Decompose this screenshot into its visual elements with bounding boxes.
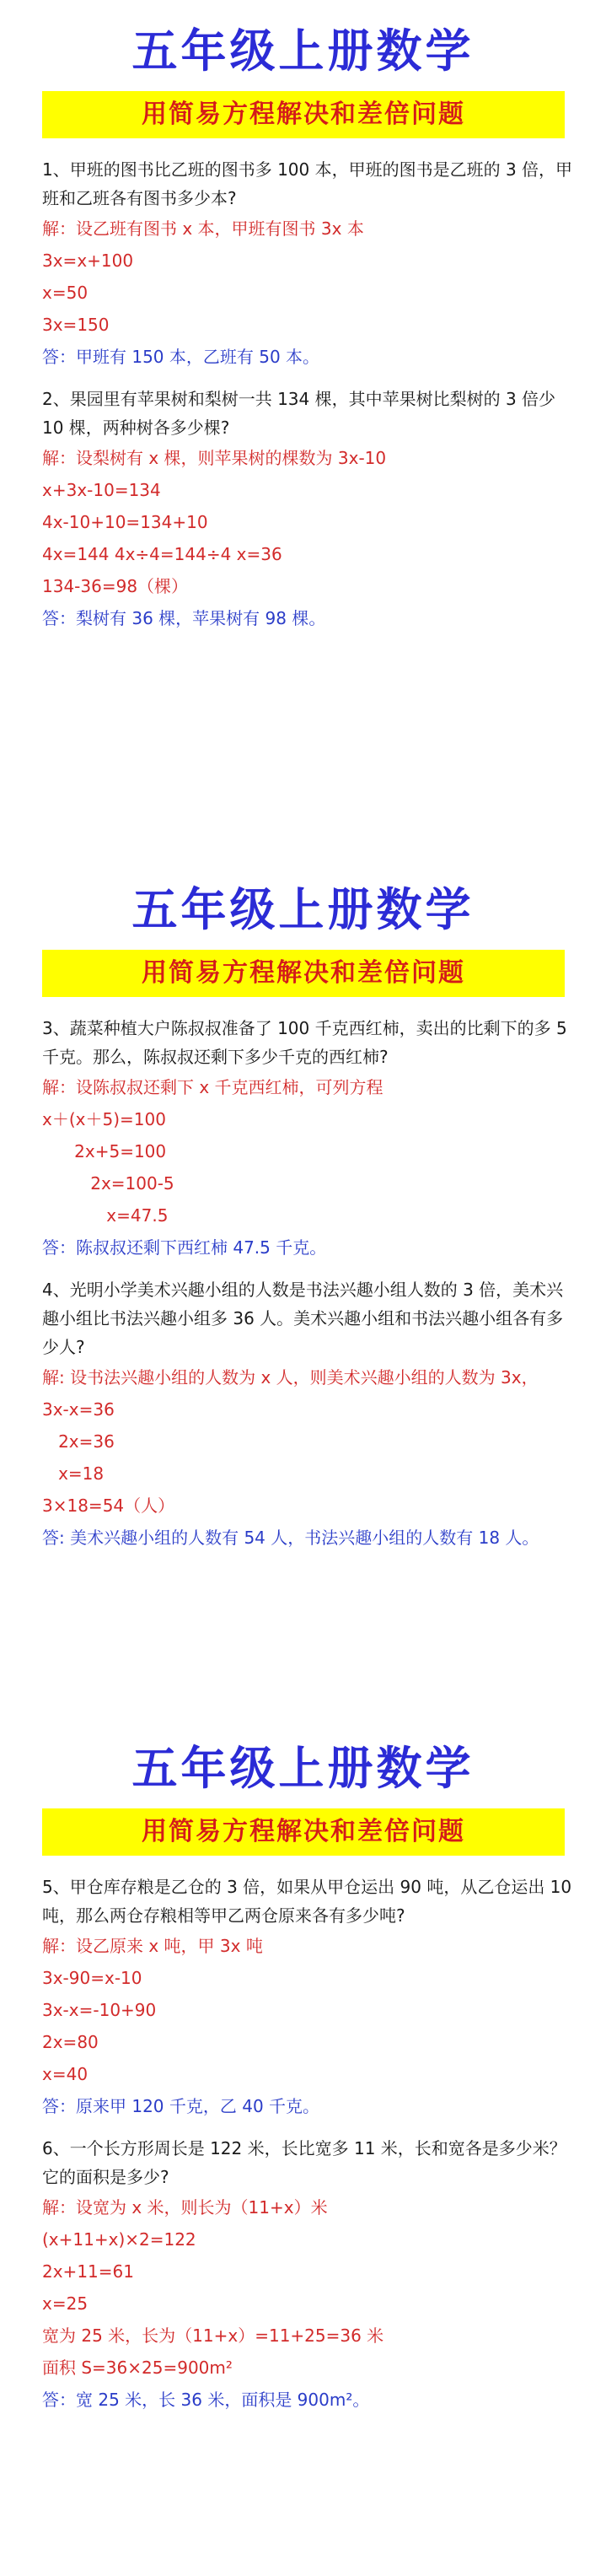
solution-line: 解：设乙班有图书 x 本，甲班有图书 3x 本 bbox=[42, 218, 364, 239]
solution-line: 解：设梨树有 x 棵，则苹果树的棵数为 3x-10 bbox=[42, 448, 387, 468]
solution-line: 2x=100-5 bbox=[42, 1173, 174, 1194]
solution-line: 3x=150 bbox=[42, 315, 110, 335]
solution-line: 134-36=98（棵） bbox=[42, 576, 189, 596]
solution-line: 2x+5=100 bbox=[42, 1141, 167, 1161]
solution-line: x＋(x＋5)=100 bbox=[42, 1109, 166, 1129]
problem-list bbox=[42, 155, 573, 634]
solution-line: 2x=36 bbox=[42, 1431, 115, 1452]
solution-line: 面积 S=36×25=900m² bbox=[42, 2358, 233, 2378]
question-text: 1、甲班的图书比乙班的图书多 100 本，甲班的图书是乙班的 3 倍，甲班和乙班各有图书多少本? bbox=[42, 159, 573, 208]
solution-line: 宽为 25 米，长为（11+x）=11+25=36 米 bbox=[42, 2325, 384, 2346]
answer-text: 答：宽 25 米，长 36 米，面积是 900m²。 bbox=[42, 2390, 370, 2410]
solution-line: x+3x-10=134 bbox=[42, 480, 161, 500]
page-2 bbox=[0, 859, 606, 1717]
solution-line: 4x-10+10=134+10 bbox=[42, 512, 208, 532]
solution-line: 解：设陈叔叔还剩下 x 千克西红柿，可列方程 bbox=[42, 1077, 383, 1097]
page-title: 五年级上册数学 bbox=[131, 1741, 475, 1795]
question-text: 4、光明小学美术兴趣小组的人数是书法兴趣小组人数的 3 倍，美术兴趣小组比书法兴趣小组多 36 人。美术兴趣小组和书法兴趣小组各有多少人? bbox=[42, 1280, 564, 1357]
problem-list bbox=[42, 1873, 573, 2416]
question-text: 6、一个长方形周长是 122 米，长比宽多 11 米，长和宽各是多少米？它的面积是多少? bbox=[42, 2138, 566, 2187]
solution-line: 3x-x=36 bbox=[42, 1399, 115, 1420]
solution-line: 4x=144 4x÷4=144÷4 x=36 bbox=[42, 544, 282, 564]
problem-5 bbox=[42, 1873, 573, 2122]
answer-text: 答：原来甲 120 千克，乙 40 千克。 bbox=[42, 2096, 320, 2116]
answer-text: 答：甲班有 150 本，乙班有 50 本。 bbox=[42, 347, 320, 367]
problem-6 bbox=[42, 2134, 573, 2416]
solution-line: 解：设乙原来 x 吨，甲 3x 吨 bbox=[42, 1936, 263, 1956]
solution-line: x=47.5 bbox=[42, 1205, 169, 1226]
solution-line: (x+11+x)×2=122 bbox=[42, 2229, 196, 2250]
question-text: 3、蔬菜种植大户陈叔叔准备了 100 千克西红柿，卖出的比剩下的多 5 千克。那么，陈叔叔还剩下多少千克的西红柿? bbox=[42, 1018, 567, 1067]
solution-line: 3x-90=x-10 bbox=[42, 1968, 142, 1988]
solution-line: x=40 bbox=[42, 2064, 88, 2084]
solution-line: x=50 bbox=[42, 283, 88, 303]
problem-2 bbox=[42, 385, 573, 634]
solution-line: 2x=80 bbox=[42, 2032, 99, 2052]
solution-line: 3x=x+100 bbox=[42, 251, 134, 271]
problem-3 bbox=[42, 1014, 573, 1264]
question-text: 5、甲仓库存粮是乙仓的 3 倍，如果从甲仓运出 90 吨，从乙仓运出 10 吨，那么两仓存粮相等甲乙两仓原来各有多少吨? bbox=[42, 1877, 572, 1926]
solution-line: 3x-x=-10+90 bbox=[42, 2000, 157, 2020]
solution-line: 3×18=54（人） bbox=[42, 1495, 175, 1516]
solution-line: 解：设宽为 x 米，则长为（11+x）米 bbox=[42, 2197, 328, 2218]
problem-1 bbox=[42, 155, 573, 373]
topic-banner: 用简易方程解决和差倍问题 bbox=[42, 950, 565, 997]
topic-banner: 用简易方程解决和差倍问题 bbox=[42, 1808, 565, 1856]
question-text: 2、果园里有苹果树和梨树一共 134 棵，其中苹果树比梨树的 3 倍少 10 棵，两种树各多少棵? bbox=[42, 389, 556, 438]
solution-line: x=18 bbox=[42, 1463, 105, 1484]
answer-text: 答: 美术兴趣小组的人数有 54 人，书法兴趣小组的人数有 18 人。 bbox=[42, 1528, 539, 1548]
page-title: 五年级上册数学 bbox=[131, 24, 475, 78]
solution-line: 2x+11=61 bbox=[42, 2261, 134, 2282]
solution-line: x=25 bbox=[42, 2293, 88, 2314]
answer-text: 答：梨树有 36 棵，苹果树有 98 棵。 bbox=[42, 608, 326, 628]
page-3 bbox=[0, 1717, 606, 2576]
page-title: 五年级上册数学 bbox=[131, 882, 475, 936]
answer-text: 答：陈叔叔还剩下西红柿 47.5 千克。 bbox=[42, 1237, 327, 1258]
solution-line: 解: 设书法兴趣小组的人数为 x 人，则美术兴趣小组的人数为 3x， bbox=[42, 1367, 539, 1388]
topic-banner: 用简易方程解决和差倍问题 bbox=[42, 91, 565, 138]
problem-list bbox=[42, 1014, 573, 1554]
problem-4 bbox=[42, 1275, 573, 1554]
page-1 bbox=[0, 0, 606, 859]
